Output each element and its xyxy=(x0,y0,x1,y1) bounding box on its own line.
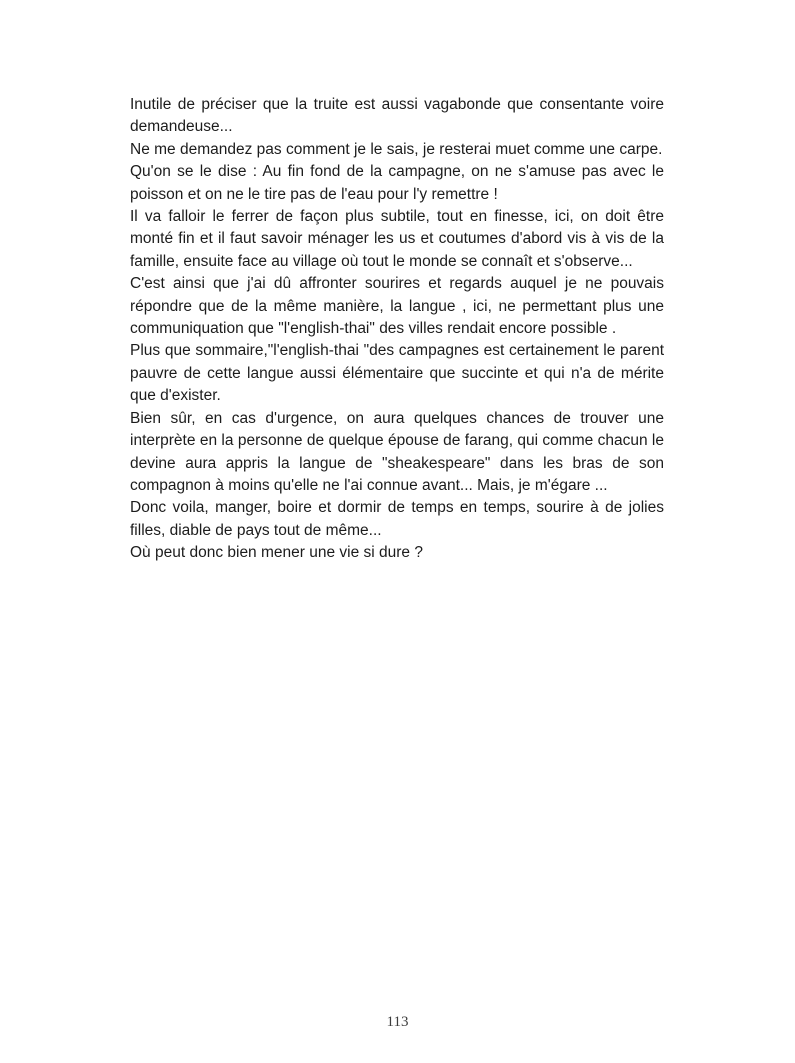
paragraph-english-thai-villes: C'est ainsi que j'ai dû affronter sourires et regards auquel je ne pouvais répondre que de la même manière, la langue , ici, ne permettant plus une communiquation que "l'english-thai" des villes rendait encore possible . xyxy=(130,275,664,338)
paragraph-donc-voila: Donc voila, manger, boire et dormir de temps en temps, sourire à de jolies filles, diable de pays tout de même... xyxy=(130,499,664,539)
paragraph-interprete: Bien sûr, en cas d'urgence, on aura quelques chances de trouver une interprète en la personne de quelque épouse de farang, qui comme chacun le devine aura appris la langue de "sheakespeare" dans les bras de son compagnon à moins qu'elle ne l'ai connue avant... Mais, je m'égare ... xyxy=(130,409,664,494)
paragraph-vie-si-dure: Où peut donc bien mener une vie si dure ? xyxy=(130,544,423,562)
paragraph-carpe: Ne me demandez pas comment je le sais, je resterai muet comme une carpe. xyxy=(130,140,663,158)
page-number: 113 xyxy=(386,1014,409,1030)
paragraph-campagne: Qu'on se le dise : Au fin fond de la campagne, on ne s'amuse pas avec le poisson et on ne le tire pas de l'eau pour l'y remettre ! xyxy=(130,163,664,203)
paragraph-ferrer: Il va falloir le ferrer de façon plus subtile, tout en finesse, ici, on doit être monté fin et il faut savoir ménager les us et coutumes d'abord vis à vis de la famille, ensuite face au village où tout le monde se connaît et s'observe... xyxy=(130,208,664,270)
paragraph-trout: Inutile de préciser que la truite est aussi vagabonde que consentante voire demandeuse... xyxy=(130,96,664,136)
body-text-block xyxy=(130,94,664,565)
paragraph-english-thai-campagnes: Plus que sommaire,"l'english-thai "des campagnes est certainement le parent pauvre de cette langue aussi élémentaire que succinte et qui n'a de mérite que d'exister. xyxy=(130,342,664,405)
